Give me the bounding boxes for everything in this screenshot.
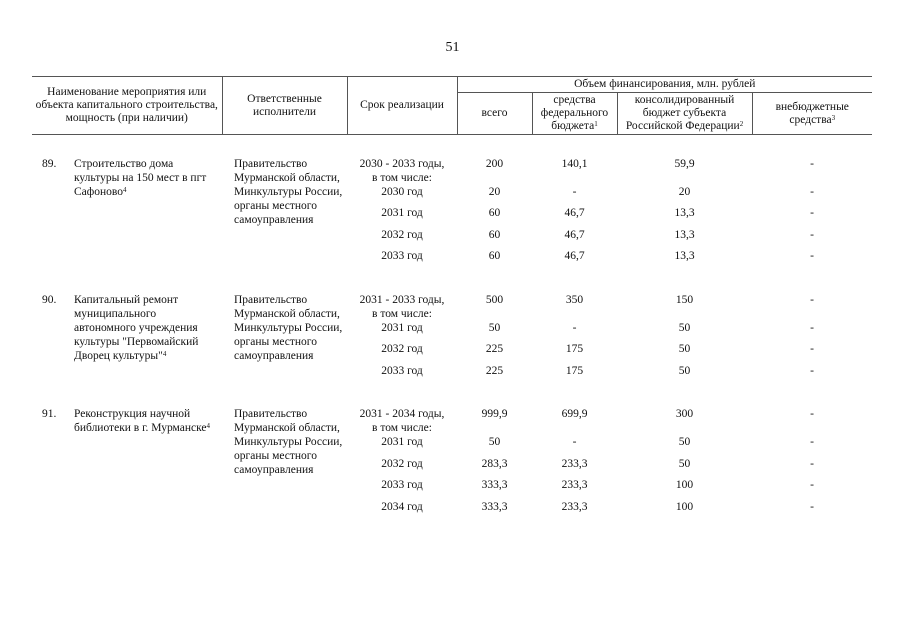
federal-cell: - [572, 321, 577, 334]
extra-cell: - [810, 479, 814, 492]
executors-cell: Правительство Мурманской области, Минкультуры России, органы местного самоуправления [234, 407, 343, 476]
item-name-cell [32, 407, 222, 521]
table-row [32, 157, 872, 185]
item-name: Строительство дома культуры на 150 мест в пгт Сафоново [74, 157, 207, 198]
period-cell: 2032 год [381, 228, 423, 241]
regional-cell: 50 [678, 364, 691, 377]
item-number: 89. [42, 157, 57, 170]
table-row [32, 293, 872, 321]
header-name-col: Наименование мероприятия или объекта капитального строительства, мощность (при наличии) [32, 77, 222, 135]
extra-cell: - [810, 343, 814, 356]
executors-cell: Правительство Мурманской области, Минкультуры России, органы местного самоуправления [234, 293, 343, 362]
period-cell: 2033 год [381, 250, 423, 263]
total-cell: 60 [488, 207, 501, 220]
federal-cell: 233,3 [561, 479, 588, 492]
total-cell: 50 [488, 435, 501, 448]
header-total-col: всего [457, 93, 532, 135]
federal-cell: 140,1 [561, 157, 588, 170]
regional-cell: 50 [678, 435, 691, 448]
extra-cell: - [810, 228, 814, 241]
total-cell: 333,3 [481, 479, 508, 492]
period-cell: 2031 год [381, 435, 423, 448]
federal-cell: 175 [565, 343, 584, 356]
page-number: 51 [445, 40, 460, 55]
item-name: Капитальный ремонт муниципального автономного учреждения культуры "Первомайский Дворец культуры" [74, 293, 199, 362]
item-name-cell [32, 293, 222, 386]
period-cell: 2033 год [381, 479, 423, 492]
federal-cell: - [572, 185, 577, 198]
regional-cell: 13,3 [674, 207, 695, 220]
period-cell: 2033 год [381, 364, 423, 377]
federal-cell: 699,9 [561, 407, 588, 420]
federal-cell: 46,7 [564, 228, 585, 241]
total-cell: 50 [488, 321, 501, 334]
total-cell: 500 [485, 293, 504, 306]
total-cell: 225 [485, 364, 504, 377]
item-name: Реконструкция научной библиотеки в г. Мурманске [74, 407, 207, 434]
header-extra-col: внебюджетные средства$^3$ [752, 93, 872, 135]
period-cell: 2031 год [381, 207, 423, 220]
regional-cell: 300 [675, 407, 694, 420]
federal-cell: 350 [565, 293, 584, 306]
header-financing-col: Объем финансирования, млн. рублей [457, 77, 872, 93]
financing-table [32, 76, 872, 521]
total-cell: 283,3 [481, 457, 508, 470]
total-cell: 333,3 [481, 500, 508, 513]
header-period-col: Срок реализации [347, 77, 457, 135]
extra-cell: - [810, 185, 814, 198]
total-cell: 225 [485, 343, 504, 356]
extra-cell: - [810, 321, 814, 334]
item-number: 91. [42, 407, 57, 420]
federal-cell: 233,3 [561, 457, 588, 470]
header-executors-col: Ответственные исполнители [222, 77, 347, 135]
extra-cell: - [810, 407, 814, 420]
extra-cell: - [810, 457, 814, 470]
period-cell: 2032 год [381, 457, 423, 470]
regional-cell: 13,3 [674, 228, 695, 241]
regional-cell: 50 [678, 343, 691, 356]
regional-cell: 59,9 [674, 157, 695, 170]
extra-cell: - [810, 435, 814, 448]
header-regional-col: консолидированный бюджет субъекта Российской Федерации$^2$ [617, 93, 752, 135]
footnote-ref: 4 [206, 421, 211, 430]
regional-cell: 50 [678, 457, 691, 470]
extra-cell: - [810, 500, 814, 513]
period-cell: 2031 - 2033 годы, в том числе: [359, 293, 445, 320]
item-number: 90. [42, 293, 57, 306]
period-cell: 2034 год [381, 500, 423, 513]
period-cell: 2032 год [381, 343, 423, 356]
total-cell: 999,9 [481, 407, 508, 420]
total-cell: 60 [488, 228, 501, 241]
regional-cell: 150 [675, 293, 694, 306]
extra-cell: - [810, 250, 814, 263]
federal-cell: 233,3 [561, 500, 588, 513]
regional-cell: 13,3 [674, 250, 695, 263]
federal-cell: - [572, 435, 577, 448]
federal-cell: 175 [565, 364, 584, 377]
regional-cell: 20 [678, 185, 691, 198]
period-cell: 2030 год [381, 185, 423, 198]
extra-cell: - [810, 207, 814, 220]
federal-cell: 46,7 [564, 207, 585, 220]
period-cell: 2031 - 2034 годы, в том числе: [359, 407, 445, 434]
footnote-ref: 4 [122, 185, 127, 194]
item-name-cell [32, 157, 222, 271]
regional-cell: 50 [678, 321, 691, 334]
table-body [32, 135, 872, 522]
regional-cell: 100 [675, 479, 694, 492]
period-cell: 2031 год [381, 321, 423, 334]
period-cell: 2030 - 2033 годы, в том числе: [359, 157, 445, 184]
total-cell: 20 [488, 185, 501, 198]
header-federal-col: средства федерального бюджета$^1$ [532, 93, 617, 135]
extra-cell: - [810, 157, 814, 170]
regional-cell: 100 [675, 500, 694, 513]
table-row [32, 407, 872, 435]
executors-cell: Правительство Мурманской области, Минкультуры России, органы местного самоуправления [234, 157, 343, 226]
extra-cell: - [810, 293, 814, 306]
extra-cell: - [810, 364, 814, 377]
total-cell: 200 [485, 157, 504, 170]
federal-cell: 46,7 [564, 250, 585, 263]
footnote-ref: 4 [162, 349, 167, 358]
total-cell: 60 [488, 250, 501, 263]
